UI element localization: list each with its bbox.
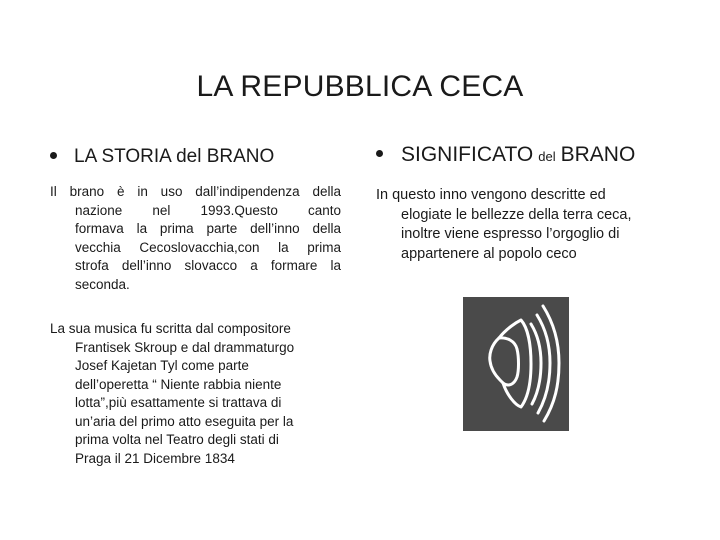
text-line: appartenere al popolo ceco: [401, 245, 577, 262]
text-line: Josef Kajetan Tyl come parte: [75, 358, 249, 373]
text-line: strofa dell’inno slovacco a formare la: [75, 258, 341, 273]
text-line: Praga il 21 Dicembre 1834: [75, 450, 235, 466]
left-column-heading: [50, 146, 274, 168]
text-line: Il brano è in uso dall’indipendenza della: [50, 184, 341, 199]
text-line: prima volta nel Teatro degli stati di: [75, 432, 279, 447]
text-line: La sua musica fu scritta dal compositore: [50, 321, 291, 336]
right-heading-word-2: del: [538, 149, 556, 164]
text-line: nazione nel 1993.Questo canto: [75, 202, 341, 218]
text-line: lotta”,più esattamente si trattava di: [75, 395, 282, 410]
speaker-sound-icon: [463, 297, 569, 431]
bullet-icon: [50, 152, 57, 159]
text-line: In questo inno vengono descritte ed: [376, 187, 606, 203]
right-column-heading: [376, 143, 635, 167]
slide-title: LA REPUBBLICA CECA: [196, 70, 524, 103]
text-line: Frantisek Skroup e dal drammaturgo: [75, 339, 295, 355]
text-line: seconda.: [75, 276, 130, 292]
history-paragraph-1: [50, 183, 341, 294]
text-line: un’aria del primo atto eseguita per la: [75, 413, 294, 429]
left-heading-text: LA STORIA del BRANO: [74, 146, 275, 167]
text-line: vecchia Cecoslovacchia,con la prima: [75, 239, 341, 255]
speaker-graphic: [463, 297, 569, 431]
history-paragraph-2: [50, 320, 350, 468]
text-line: dell’operetta “ Niente rabbia niente: [75, 376, 282, 392]
bullet-icon: [376, 150, 383, 157]
text-line: inoltre viene espresso l’orgoglio di: [401, 226, 620, 242]
right-heading-word-3: BRANO: [560, 143, 636, 166]
meaning-paragraph: [376, 186, 686, 264]
text-line: formava la prima parte dell’inno della: [75, 221, 341, 236]
right-heading-word-1: SIGNIFICATO: [401, 143, 534, 166]
text-line: elogiate le bellezze della terra ceca,: [401, 206, 632, 223]
